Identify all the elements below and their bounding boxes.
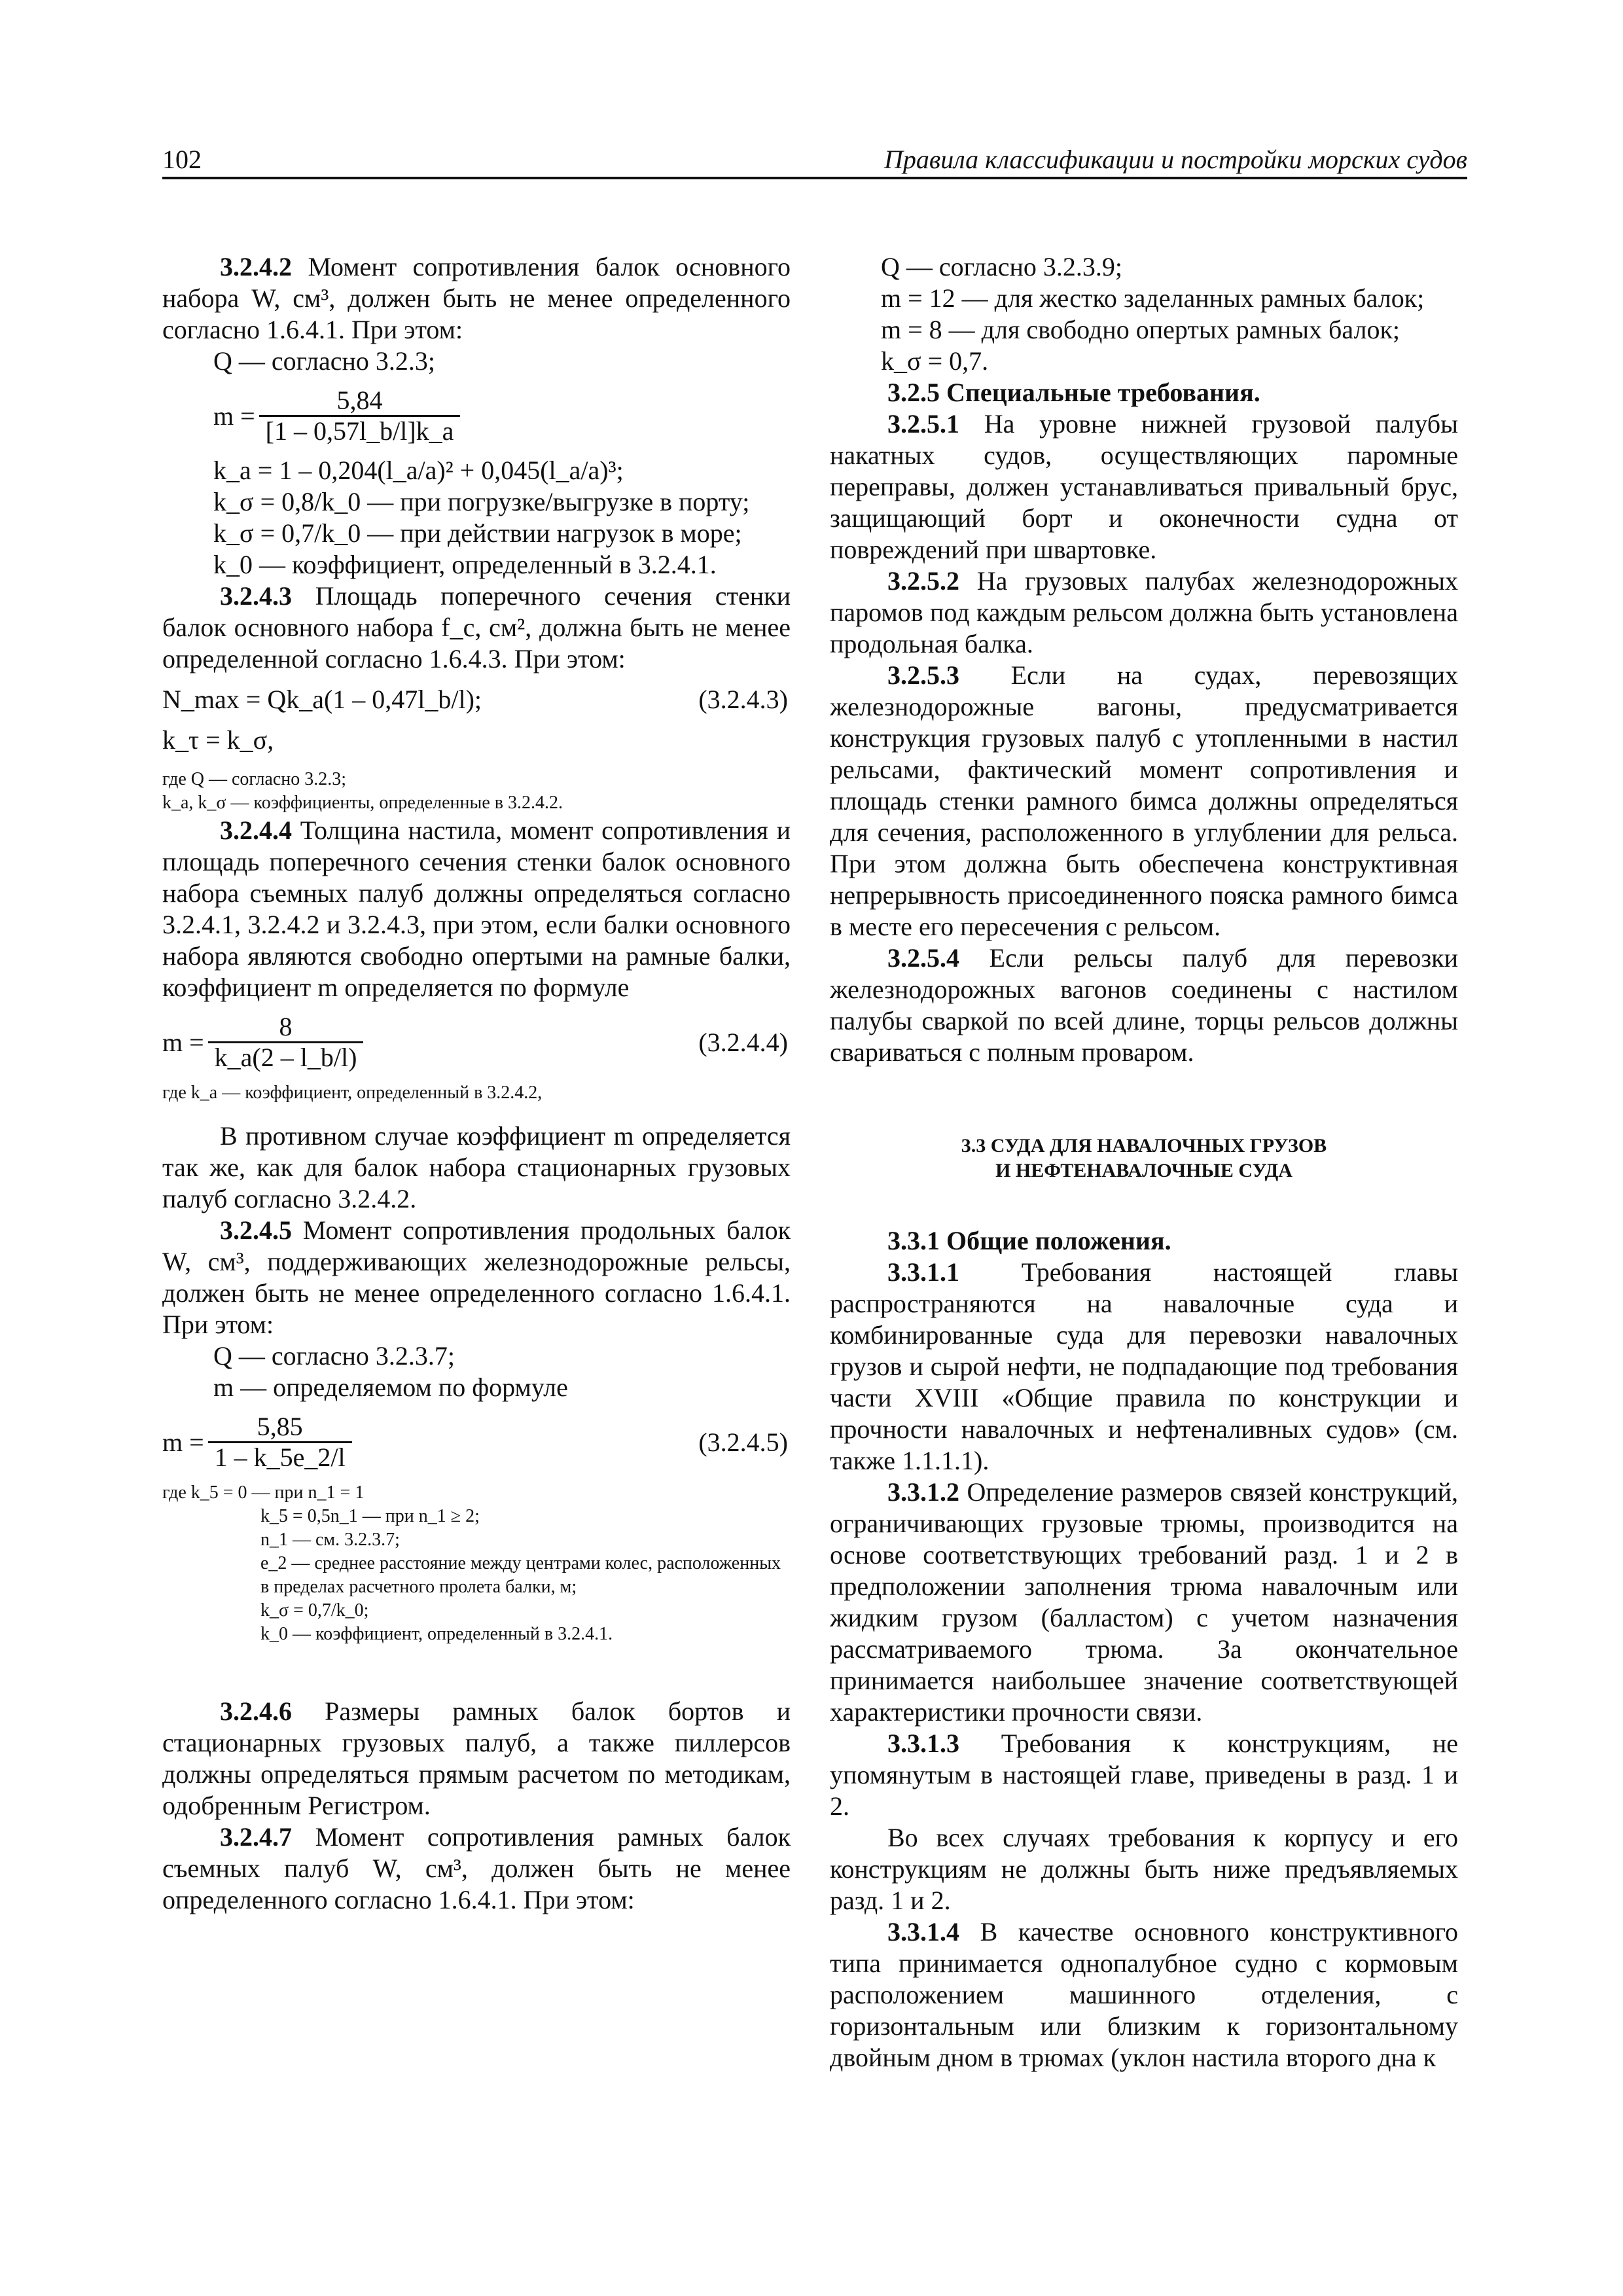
clause-text: Момент сопротивления балок основного набора W, см³, должен быть не менее определенного согласно 1.6.4.1. При этом: <box>162 252 791 344</box>
formula-m-3-2-4-2 <box>162 386 791 446</box>
clause-text: На грузовых палубах железнодорожных паромов под каждым рельсом должна быть установлена продольная балка. <box>830 566 1459 658</box>
paragraph-3-3-1-1 <box>830 1257 1458 1477</box>
formula-line-q: Q — согласно 3.2.3.7; <box>213 1341 455 1371</box>
formula-3-2-4-5 <box>162 1412 791 1472</box>
where-item: где Q — согласно 3.2.3; <box>162 769 347 789</box>
subsection-title: Общие положения. <box>946 1226 1171 1255</box>
clause-number: 3.2.4.4 <box>220 816 292 845</box>
clause-text: Если рельсы палуб для перевозки железнодорожных вагонов соединены с настилом палубы сваркой по всей длине, торцы рельсов должны свариваться с полным проваром. <box>830 943 1459 1067</box>
formula-line-q: Q — согласно 3.2.3; <box>213 346 436 376</box>
running-title: Правила классификации и постройки морских судов <box>883 145 1467 174</box>
clause-number: 3.2.4.6 <box>220 1696 292 1726</box>
paragraph-3-2-5-3 <box>830 660 1458 942</box>
paragraph-otherwise: В противном случае коэффициент m определяется так же, как для балок набора стационарных грузовых палуб согласно 3.2.4.2. <box>162 1121 791 1213</box>
clause-number: 3.2.5.4 <box>887 943 959 973</box>
clause-text: Если на судах, перевозящих железнодорожные вагоны, предусматривается конструкция грузовых палуб с утопленными в настил рельсами, фактический момент сопротивления и площадь стенки рамного бимса должны определяться для сечения, расположенного в углублении для рельса. При этом должна быть обеспечена конструктивная непрерывность присоединенного пояска рамного бимса в месте его пересечения с рельсом. <box>830 660 1458 941</box>
where-item: k_a, k_σ — коэффициенты, определенные в 3.2.4.2. <box>162 793 563 813</box>
clause-number: 3.3.1 <box>887 1226 940 1255</box>
formula-line-k0: k_0 — коэффициент, определенный в 3.2.4.1. <box>213 550 717 579</box>
where-item: k_σ = 0,7/k_0; <box>260 1600 369 1621</box>
clause-number: 3.2.5.1 <box>887 409 959 439</box>
formula-3-2-4-3 <box>162 684 791 715</box>
fraction-denominator: k_a(2 – l_b/l) <box>208 1041 364 1072</box>
subsection-title: Специальные требования. <box>946 378 1260 407</box>
fraction-numerator: 5,84 <box>336 386 383 415</box>
clause-number: 3.2.4.2 <box>220 252 292 281</box>
where-item: k_0 — коэффициент, определенный в 3.2.4.1. <box>260 1624 613 1644</box>
paragraph-3-2-4-7 <box>162 1821 791 1916</box>
paragraph-3-2-4-6 <box>162 1696 791 1821</box>
clause-text: В качестве основного конструктивного типа принимается однопалубное судно с кормовым расположением машинного отделения, с горизонтальным или близким к горизонтальному двойным дном в трюмах (уклон настила второго дна к <box>830 1917 1459 2072</box>
where-list-3-2-4-3 <box>162 768 791 815</box>
clause-number: 3.3.1.4 <box>887 1917 959 1946</box>
formula-3-2-4-4 <box>162 1013 791 1072</box>
formula-line-ka: k_a = 1 – 0,204(l_a/a)² + 0,045(l_a/a)³; <box>213 456 624 485</box>
clause-number: 3.2.5.2 <box>887 566 959 596</box>
formula-lhs: m = <box>213 401 255 431</box>
clause-text: Момент сопротивления продольных балок W, см³, поддерживающих железнодорожные рельсы, должен быть не менее определенного согласно 1.6.4.1. При этом: <box>162 1215 791 1339</box>
where-item: e_2 — среднее расстояние между центрами колес, расположенных в пределах расчетного пролета балки, м; <box>260 1553 781 1597</box>
paragraph-3-2-4-4 <box>162 815 791 1003</box>
right-column <box>830 251 1458 2073</box>
paragraph-3-3-1-3-cont: Во всех случаях требования к корпусу и его конструкциям не должны быть ниже предъявляемых разд. 1 и 2. <box>830 1823 1458 1915</box>
section-heading-line: 3.3 СУДА ДЛЯ НАВАЛОЧНЫХ ГРУЗОВ <box>961 1135 1327 1157</box>
equation-number: (3.2.4.4) <box>698 1027 788 1057</box>
where-3-2-4-4: где k_a — коэффициент, определенный в 3.2.4.2, <box>162 1083 543 1103</box>
left-column <box>162 251 791 1916</box>
formula-lhs: m = <box>162 1027 204 1057</box>
paragraph-3-3-1-3 <box>830 1728 1458 1822</box>
clause-number: 3.2.4.5 <box>220 1215 292 1245</box>
clause-text: Момент сопротивления рамных балок съемных палуб W, см³, должен быть не менее определенного согласно 1.6.4.1. При этом: <box>162 1822 791 1914</box>
clause-number: 3.3.1.3 <box>887 1729 959 1758</box>
equation-number: (3.2.4.3) <box>698 685 788 714</box>
page-number: 102 <box>162 145 202 174</box>
fraction <box>259 386 461 446</box>
fraction-numerator: 5,85 <box>257 1412 303 1441</box>
fraction-denominator: 1 – k_5e_2/l <box>208 1441 352 1472</box>
formula-line-m12: m = 12 — для жестко заделанных рамных балок; <box>881 283 1425 313</box>
clause-text: Требования настоящей главы распространяются на навалочные суда и комбинированные суда для перевозки навалочных грузов и сырой нефти, не подпадающие под требования части XVIII «Общие правила по конструкции и прочности навалочных и нефтеналивных судов» (см. также 1.1.1.1). <box>830 1257 1458 1475</box>
paragraph-3-2-5-2 <box>830 565 1458 660</box>
clause-text: Площадь поперечного сечения стенки балок основного набора f_c, см², должна быть не менее определенной согласно 1.6.4.3. При этом: <box>162 581 791 673</box>
fraction-numerator: 8 <box>279 1012 293 1041</box>
formula-line-m-def: m — определяемом по формуле <box>213 1372 568 1402</box>
formula-line-ksigma-port: k_σ = 0,8/k_0 — при погрузке/выгрузке в порту; <box>213 487 750 516</box>
clause-text: На уровне нижней грузовой палубы накатных судов, осуществляющих паромные переправы, должен устанавливаться привальный брус, защищающий борт и оконечности судна от повреждений при швартовке. <box>830 409 1458 564</box>
where-item: k_5 = 0,5n_1 — при n_1 ≥ 2; <box>260 1506 480 1526</box>
clause-text: Требования к конструкциям, не упомянутым в настоящей главе, приведены в разд. 1 и 2. <box>830 1729 1458 1821</box>
where-item: n_1 — см. 3.2.3.7; <box>260 1530 400 1550</box>
formula-line-ksigma: k_σ = 0,7. <box>881 346 989 376</box>
clause-text: Размеры рамных балок бортов и стационарных грузовых палуб, а также пиллерсов должны определяться прямым расчетом по методикам, одобренным Регистром. <box>162 1696 791 1820</box>
clause-number: 3.2.4.3 <box>220 581 292 611</box>
section-heading-line: И НЕФТЕНАВАЛОЧНЫЕ СУДА <box>995 1160 1293 1181</box>
paragraph-3-3-1-2 <box>830 1477 1458 1728</box>
formula-line-ktau: k_τ = k_σ, <box>162 725 274 755</box>
formula-line-ksigma-sea: k_σ = 0,7/k_0 — при действии нагрузок в море; <box>213 518 742 548</box>
equation-number: (3.2.4.5) <box>698 1427 788 1457</box>
section-heading-3-3 <box>830 1134 1458 1183</box>
where-item: где k_5 = 0 — при n_1 = 1 <box>162 1482 365 1503</box>
formula-line-m8: m = 8 — для свободно опертых рамных балок; <box>881 315 1400 344</box>
fraction-denominator: [1 – 0,57l_b/l]k_a <box>259 415 461 446</box>
paragraph-3-2-4-2 <box>162 251 791 346</box>
clause-text: Толщина настила, момент сопротивления и площадь поперечного сечения стенки балок основного набора съемных палуб должны определяться согласно 3.2.4.1, 3.2.4.2 и 3.2.4.3, при этом, если балки основного набора являются свободно опертыми на рамные балки, коэффициент m определяется по формуле <box>162 816 791 1002</box>
clause-number: 3.2.5 <box>887 378 940 407</box>
paragraph-3-2-4-3 <box>162 581 791 675</box>
formula-nmax: N_max = Qk_a(1 – 0,47l_b/l); <box>162 685 482 714</box>
where-list-3-2-4-5 <box>162 1481 791 1646</box>
formula-lhs: m = <box>162 1427 204 1457</box>
clause-number: 3.2.5.3 <box>887 660 959 690</box>
clause-number: 3.3.1.2 <box>887 1477 959 1507</box>
paragraph-3-2-5-1 <box>830 408 1458 565</box>
clause-number: 3.2.4.7 <box>220 1822 292 1852</box>
clause-number: 3.3.1.1 <box>887 1257 959 1287</box>
paragraph-3-2-4-5 <box>162 1215 791 1340</box>
formula-line-q: Q — согласно 3.2.3.9; <box>881 252 1123 281</box>
clause-text: Определение размеров связей конструкций, ограничивающих грузовые трюмы, производится на основе соответствующих требований разд. 1 и 2 в предположении заполнения трюма навалочным или жидким грузом (балластом) с учетом назначения рассматриваемого трюма. За окончательное принимается наибольшее значение соответствующей характеристики прочности связи. <box>830 1477 1459 1727</box>
paragraph-3-2-5-4 <box>830 942 1458 1068</box>
subsection-3-2-5 <box>830 377 1458 408</box>
header-rule <box>162 177 1467 179</box>
subsection-3-3-1 <box>830 1225 1458 1257</box>
paragraph-3-3-1-4 <box>830 1916 1458 2073</box>
fraction <box>208 1412 352 1472</box>
fraction <box>208 1013 364 1072</box>
